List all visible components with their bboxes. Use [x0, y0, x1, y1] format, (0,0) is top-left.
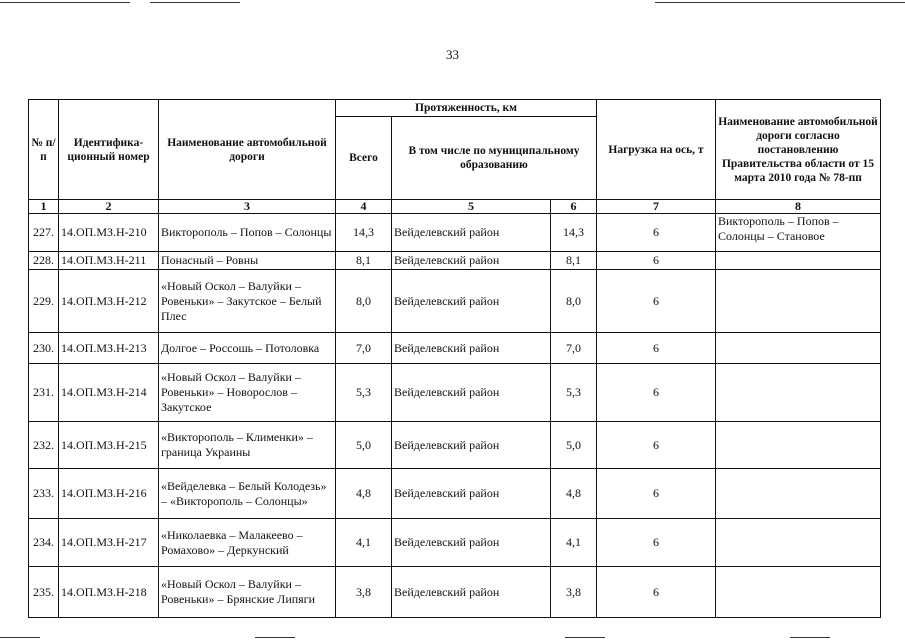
- table-row: [29, 567, 881, 618]
- row-district-length: 14,3: [551, 214, 597, 252]
- row-axle-load: 6: [597, 214, 716, 252]
- row-road-name: «Новый Оскол – Валуйки – Ровеньки» – Брянские Липяги: [159, 567, 336, 618]
- scan-edge-line: [0, 637, 40, 638]
- row-district-length: 4,1: [551, 519, 597, 567]
- row-axle-load: 6: [597, 333, 716, 364]
- row-district: Вейделевский район: [392, 364, 551, 422]
- header-road-name: Наименование автомобильной дороги: [159, 100, 336, 200]
- row-road-name: Долгое – Россошь – Потоловка: [159, 333, 336, 364]
- row-number: 234.: [29, 519, 59, 567]
- row-district-length: 8,1: [551, 252, 597, 270]
- row-decree-name: [716, 270, 881, 333]
- row-road-name: «Новый Оскол – Валуйки – Ровеньки» – Закутское – Белый Плес: [159, 270, 336, 333]
- column-number: 2: [59, 200, 159, 214]
- row-district: Вейделевский район: [392, 519, 551, 567]
- column-number: 4: [336, 200, 392, 214]
- row-identifier: 14.ОП.МЗ.Н-210: [59, 214, 159, 252]
- column-number: 6: [551, 200, 597, 214]
- row-decree-name: Викторополь – Попов – Солонцы – Становое: [716, 214, 881, 252]
- row-identifier: 14.ОП.МЗ.Н-217: [59, 519, 159, 567]
- header-decree-name: Наименование автомобильной дороги согласно постановлению Правительства области от 15 марта 2010 года № 78-пп: [716, 100, 881, 200]
- row-axle-load: 6: [597, 567, 716, 618]
- table-row: [29, 270, 881, 333]
- row-axle-load: 6: [597, 364, 716, 422]
- column-number: 7: [597, 200, 716, 214]
- row-total-length: 4,8: [336, 469, 392, 519]
- header-length-group: Протяженность, км: [336, 100, 597, 117]
- header-num: № п/п: [29, 100, 59, 200]
- scan-edge-line: [150, 2, 240, 3]
- row-identifier: 14.ОП.МЗ.Н-211: [59, 252, 159, 270]
- header-axle-load: Нагрузка на ось, т: [597, 100, 716, 200]
- header-id: Идентифика-ционный номер: [59, 100, 159, 200]
- row-road-name: Понасный – Ровны: [159, 252, 336, 270]
- row-identifier: 14.ОП.МЗ.Н-218: [59, 567, 159, 618]
- row-decree-name: [716, 364, 881, 422]
- row-identifier: 14.ОП.МЗ.Н-213: [59, 333, 159, 364]
- row-district: Вейделевский район: [392, 469, 551, 519]
- scan-edge-line: [0, 2, 130, 3]
- scan-edge-line: [255, 637, 295, 638]
- row-axle-load: 6: [597, 469, 716, 519]
- row-decree-name: [716, 519, 881, 567]
- row-district: Вейделевский район: [392, 567, 551, 618]
- row-number: 232.: [29, 422, 59, 469]
- row-identifier: 14.ОП.МЗ.Н-215: [59, 422, 159, 469]
- table-row: [29, 519, 881, 567]
- row-district: Вейделевский район: [392, 333, 551, 364]
- row-number: 230.: [29, 333, 59, 364]
- row-district: Вейделевский район: [392, 422, 551, 469]
- row-decree-name: [716, 252, 881, 270]
- row-total-length: 7,0: [336, 333, 392, 364]
- table-row: [29, 333, 881, 364]
- row-road-name: «Вейделевка – Белый Колодезь» – «Викторополь – Солонцы»: [159, 469, 336, 519]
- row-total-length: 3,8: [336, 567, 392, 618]
- row-number: 235.: [29, 567, 59, 618]
- column-number: 5: [392, 200, 551, 214]
- row-axle-load: 6: [597, 252, 716, 270]
- row-total-length: 5,3: [336, 364, 392, 422]
- header-total: Всего: [336, 117, 392, 200]
- row-total-length: 14,3: [336, 214, 392, 252]
- column-number: 8: [716, 200, 881, 214]
- row-district: Вейделевский район: [392, 270, 551, 333]
- row-number: 229.: [29, 270, 59, 333]
- row-total-length: 5,0: [336, 422, 392, 469]
- row-number: 231.: [29, 364, 59, 422]
- column-numbers-row: [29, 200, 881, 214]
- row-decree-name: [716, 567, 881, 618]
- row-axle-load: 6: [597, 519, 716, 567]
- scan-edge-line: [655, 2, 905, 3]
- row-identifier: 14.ОП.МЗ.Н-212: [59, 270, 159, 333]
- row-number: 233.: [29, 469, 59, 519]
- row-district-length: 7,0: [551, 333, 597, 364]
- row-decree-name: [716, 422, 881, 469]
- row-decree-name: [716, 469, 881, 519]
- table-row: [29, 252, 881, 270]
- row-total-length: 8,1: [336, 252, 392, 270]
- row-district-length: 8,0: [551, 270, 597, 333]
- row-total-length: 4,1: [336, 519, 392, 567]
- row-road-name: «Викторополь – Клименки» – граница Украины: [159, 422, 336, 469]
- scan-edge-line: [565, 637, 605, 638]
- table-row: [29, 469, 881, 519]
- row-identifier: 14.ОП.МЗ.Н-216: [59, 469, 159, 519]
- row-district: Вейделевский район: [392, 214, 551, 252]
- column-number: 1: [29, 200, 59, 214]
- row-district-length: 5,3: [551, 364, 597, 422]
- page-number: 33: [446, 47, 459, 62]
- row-district: Вейделевский район: [392, 252, 551, 270]
- row-district-length: 5,0: [551, 422, 597, 469]
- row-axle-load: 6: [597, 270, 716, 333]
- table-row: [29, 422, 881, 469]
- row-total-length: 8,0: [336, 270, 392, 333]
- column-number: 3: [159, 200, 336, 214]
- row-district-length: 4,8: [551, 469, 597, 519]
- row-road-name: Викторополь – Попов – Солонцы: [159, 214, 336, 252]
- row-axle-load: 6: [597, 422, 716, 469]
- row-identifier: 14.ОП.МЗ.Н-214: [59, 364, 159, 422]
- row-road-name: «Николаевка – Малакеево – Ромахово» – Деркунский: [159, 519, 336, 567]
- roads-table: [28, 99, 881, 618]
- table-row: [29, 364, 881, 422]
- row-road-name: «Новый Оскол – Валуйки – Ровеньки» – Новорослов – Закутское: [159, 364, 336, 422]
- scan-edge-line: [790, 637, 830, 638]
- row-district-length: 3,8: [551, 567, 597, 618]
- row-number: 227.: [29, 214, 59, 252]
- row-number: 228.: [29, 252, 59, 270]
- header-including: В том числе по муниципальному образованию: [392, 117, 597, 200]
- row-decree-name: [716, 333, 881, 364]
- table-row: [29, 214, 881, 252]
